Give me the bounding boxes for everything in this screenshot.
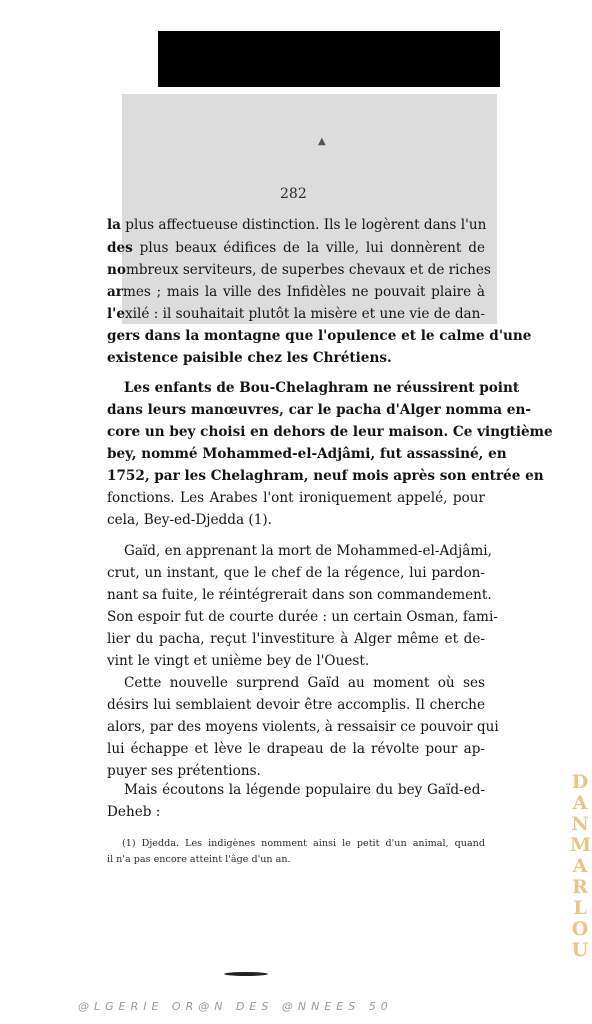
watermark-letter: O bbox=[571, 918, 589, 940]
text-line: bey, nommé Mohammed-el-Adjâmi, fut assassiné, en bbox=[107, 446, 507, 462]
text-line: Gaïd, en apprenant la mort de Mohammed-el-Adjâmi, bbox=[124, 543, 492, 559]
watermark-letter: M bbox=[570, 834, 592, 856]
text-line: des plus beaux édifices de la ville, lui donnèrent de bbox=[107, 240, 485, 256]
watermark-footer: @LGERIE OR@N DES @NNEES 50 bbox=[78, 1000, 393, 1013]
watermark-letter: R bbox=[572, 876, 588, 898]
text-line: Son espoir fut de courte durée : un certain Osman, fami- bbox=[107, 609, 498, 625]
text-line: lier du pacha, reçut l'investiture à Alger même et de- bbox=[107, 631, 485, 647]
text-line: nombreux serviteurs, de superbes chevaux et de riches bbox=[107, 262, 491, 278]
text-line: Cette nouvelle surprend Gaïd au moment où ses bbox=[124, 675, 485, 691]
text-line: puyer ses prétentions. bbox=[107, 763, 261, 779]
text-line: vint le vingt et unième bey de l'Ouest. bbox=[107, 653, 370, 669]
text-line: core un bey choisi en dehors de leur maison. Ce vingtième bbox=[107, 424, 553, 440]
end-ornament bbox=[224, 972, 268, 976]
text-line: armes ; mais la ville des Infidèles ne pouvait plaire à bbox=[107, 284, 485, 300]
text-line: Mais écoutons la légende populaire du bey Gaïd-ed- bbox=[124, 782, 485, 798]
text-line: désirs lui semblaient devoir être accomplis. Il cherche bbox=[107, 697, 485, 713]
text-line: Les enfants de Bou-Chelaghram ne réussirent point bbox=[124, 380, 520, 396]
text-line: 1752, par les Chelaghram, neuf mois après son entrée en bbox=[107, 468, 544, 484]
page-number: 282 bbox=[280, 186, 307, 202]
text-line: la plus affectueuse distinction. Ils le logèrent dans l'un bbox=[107, 217, 487, 233]
scan-dot: ▲ bbox=[318, 136, 326, 147]
text-line: crut, un instant, que le chef de la régence, lui pardon- bbox=[107, 565, 485, 581]
watermark-vertical bbox=[570, 772, 590, 961]
watermark-letter: N bbox=[571, 813, 589, 835]
text-line: alors, par des moyens violents, à ressaisir ce pouvoir qui bbox=[107, 719, 499, 735]
redaction-bar bbox=[158, 31, 500, 87]
watermark-letter: U bbox=[571, 939, 589, 961]
watermark-letter: A bbox=[572, 792, 588, 814]
footnote-line: il n'a pas encore atteint l'âge d'un an. bbox=[107, 854, 291, 865]
watermark-letter: A bbox=[572, 855, 588, 877]
text-line: existence paisible chez les Chrétiens. bbox=[107, 350, 392, 366]
text-line: l'exilé : il souhaitait plutôt la misère et une vie de dan- bbox=[107, 306, 485, 322]
text-line: Deheb : bbox=[107, 804, 161, 820]
text-line: lui échappe et lève le drapeau de la révolte pour ap- bbox=[107, 741, 485, 757]
text-line: gers dans la montagne que l'opulence et le calme d'une bbox=[107, 328, 532, 344]
footnote-line: (1) Djedda. Les indigènes nomment ainsi le petit d'un animal, quand bbox=[122, 838, 485, 849]
text-line: nant sa fuite, le réintégrerait dans son commandement. bbox=[107, 587, 492, 603]
text-line: dans leurs manœuvres, car le pacha d'Alger nomma en- bbox=[107, 402, 531, 418]
text-line: cela, Bey-ed-Djedda (1). bbox=[107, 512, 272, 528]
watermark-letter: L bbox=[573, 897, 587, 919]
text-line: fonctions. Les Arabes l'ont ironiquement appelé, pour bbox=[107, 490, 485, 506]
watermark-letter: D bbox=[571, 771, 589, 793]
